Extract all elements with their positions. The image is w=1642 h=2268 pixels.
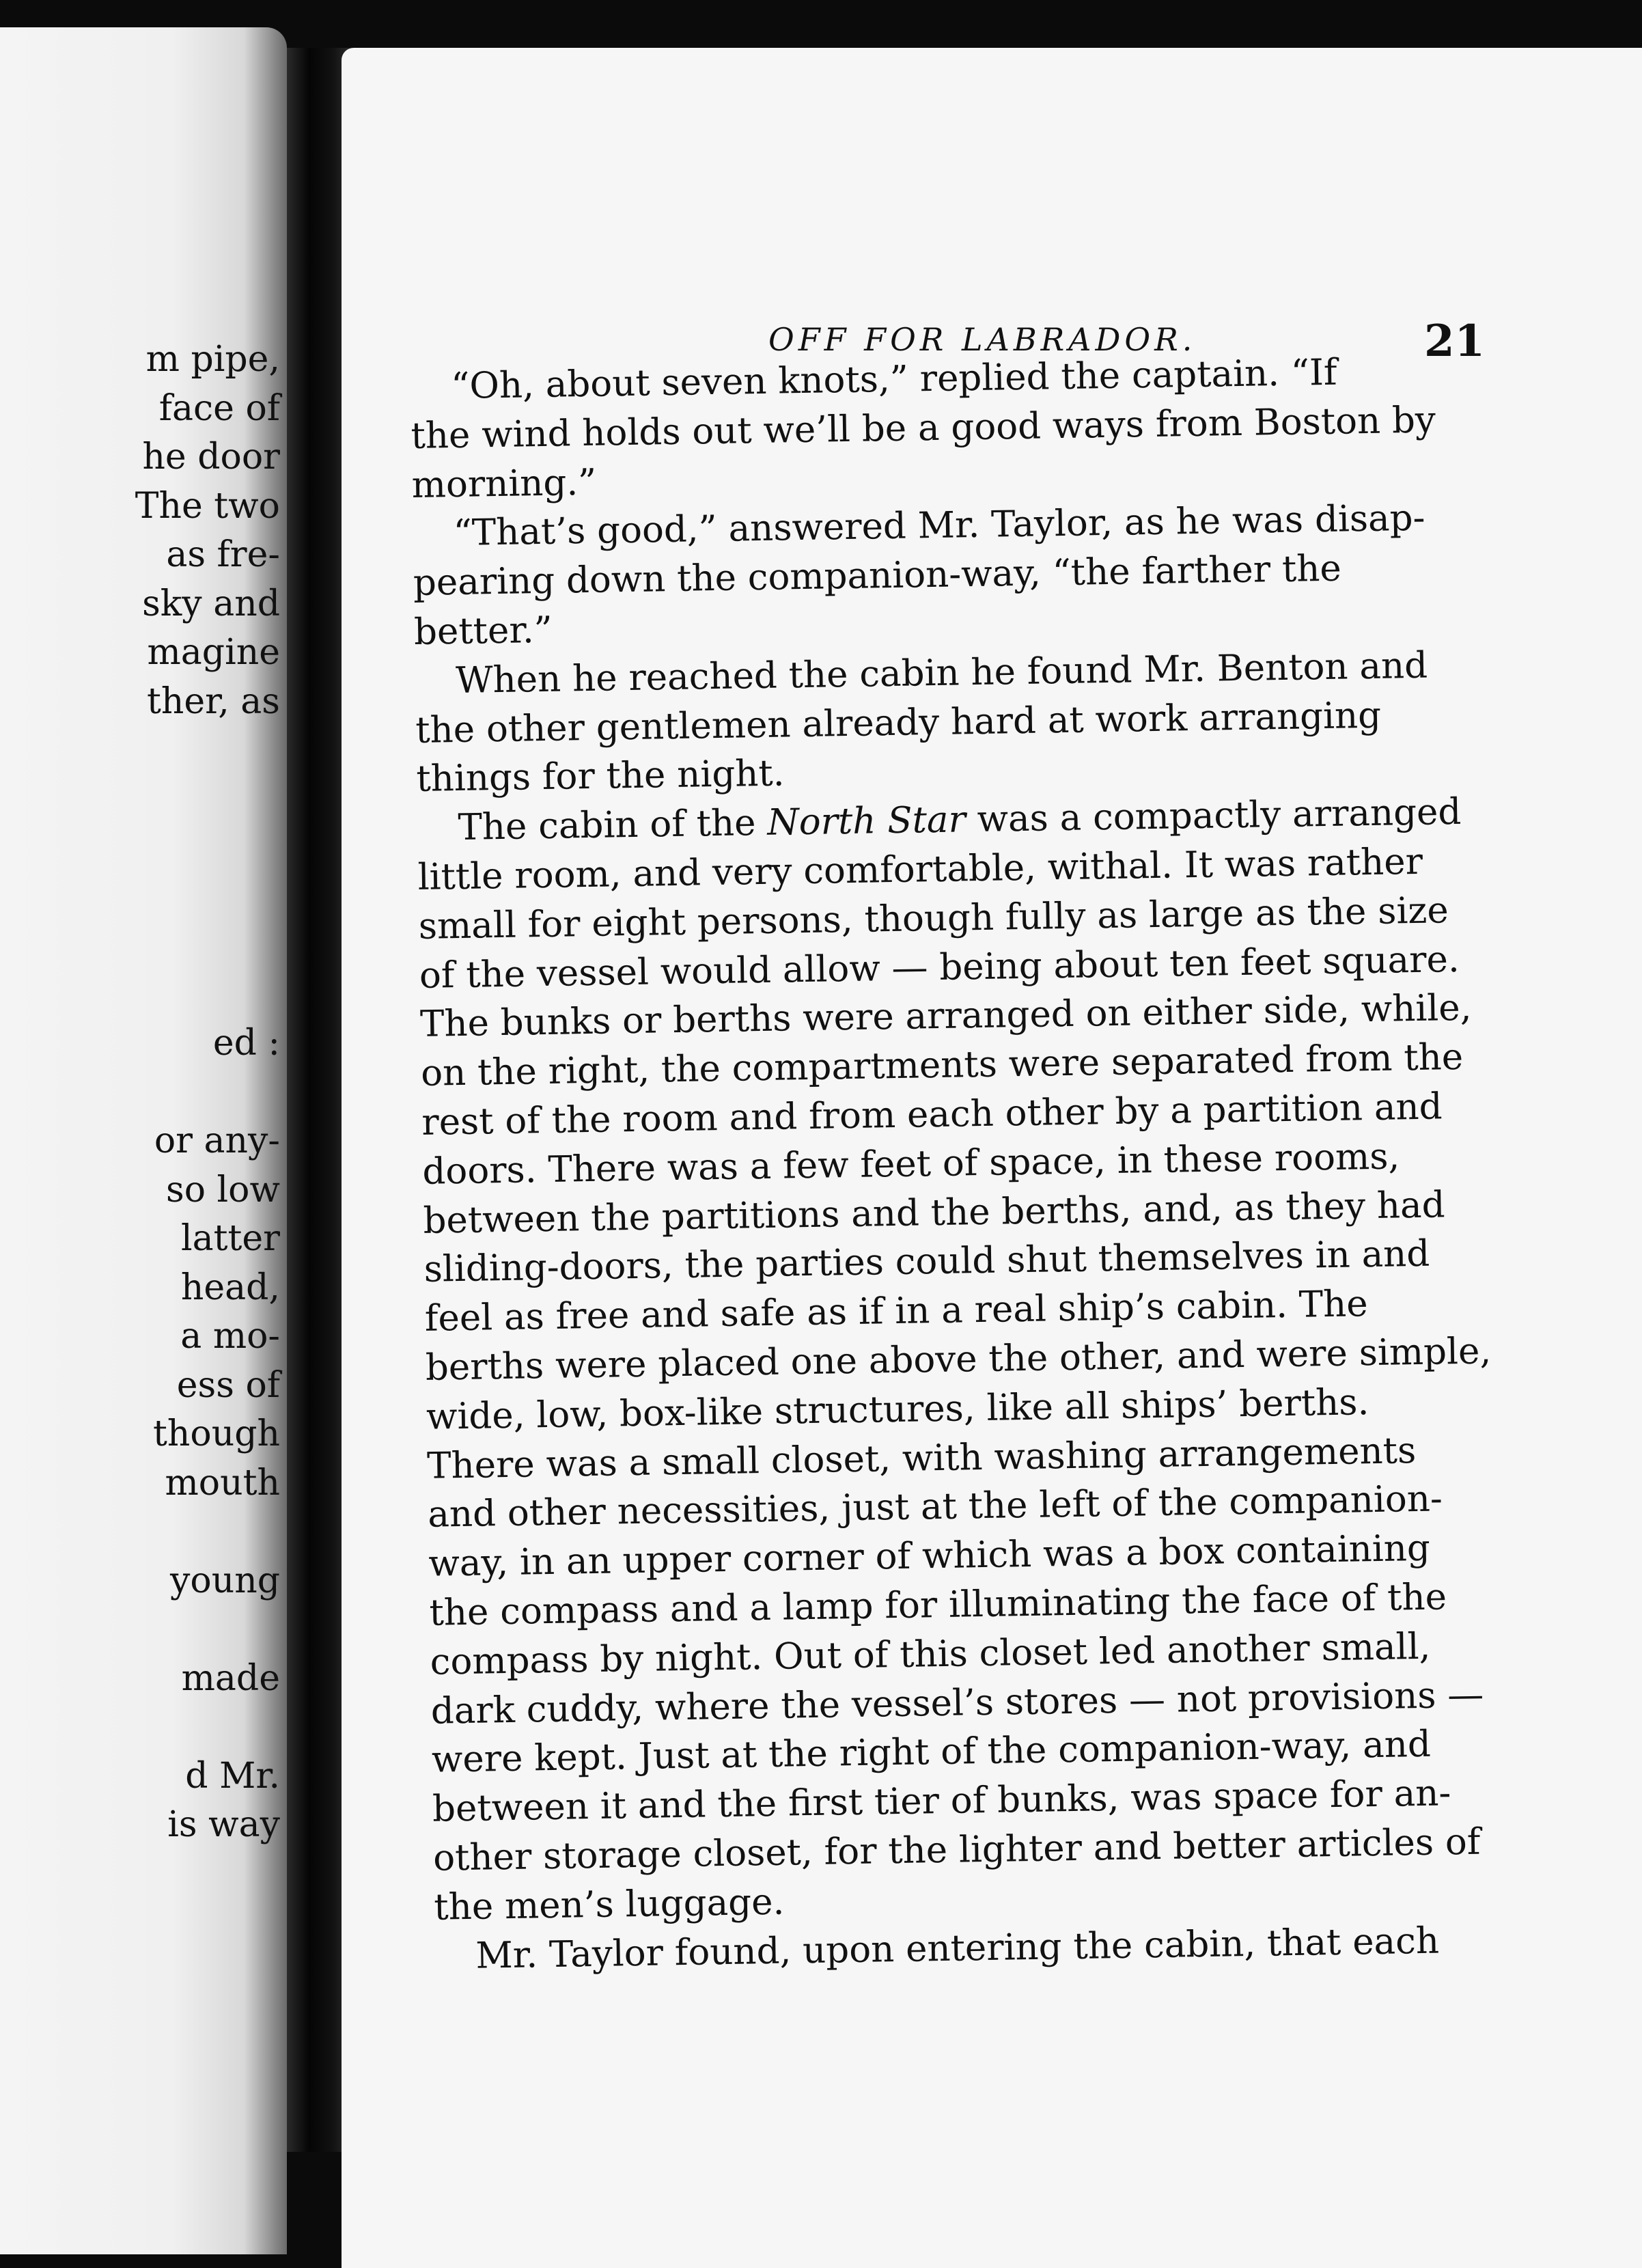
left-page-line: young [170, 1560, 280, 1601]
body-line: small for eight persons, though fully as large as the size [418, 889, 1449, 948]
body-line: the men’s luggage. [433, 1881, 785, 1928]
body-line: There was a small closet, with washing arrangements [426, 1429, 1417, 1487]
body-line: little room, and very comfortable, withal. It was rather [417, 840, 1423, 898]
left-page-line: m pipe, [145, 339, 280, 380]
body-line: Mr. Taylor found, upon entering the cabin, that each [475, 1920, 1440, 1977]
left-page-line: made [181, 1657, 280, 1699]
left-page-line: mouth [165, 1462, 280, 1504]
body-line: The cabin of the North Star was a compactly arranged [458, 791, 1462, 849]
left-page-line: latter [180, 1218, 280, 1259]
left-page-line: magine [147, 632, 280, 673]
left-page-line: so low [166, 1169, 280, 1211]
left-page-line: sky and [142, 583, 280, 624]
body-line: “Oh, about seven knots,” replied the captain. “If [450, 351, 1337, 408]
ship-name-italic: North Star [766, 799, 966, 844]
body-line: compass by night. Out of this closet led another small, [430, 1625, 1431, 1683]
body-line: wide, low, box-like structures, like all ships’ berths. [426, 1381, 1369, 1438]
body-line: rest of the room and from each other by a partition and [421, 1085, 1443, 1144]
body-line: the compass and a lamp for illuminating the face of the [429, 1576, 1447, 1634]
left-page-line: a mo- [180, 1316, 280, 1357]
left-page-line: ess of [176, 1364, 280, 1406]
body-line: doors. There was a few feet of space, in these rooms, [421, 1135, 1400, 1193]
body-line: and other necessities, just at the left of the companion- [427, 1478, 1443, 1536]
body-line: dark cuddy, where the vessel’s stores — not provisions — [430, 1674, 1484, 1732]
left-page-line: he door [142, 437, 280, 478]
left-page-line: though [153, 1413, 280, 1454]
left-page-line: face of [158, 387, 280, 429]
body-line: the other gentlemen already hard at work arranging [415, 694, 1382, 751]
left-page-line: head, [180, 1267, 280, 1308]
left-facing-page [0, 27, 287, 2254]
body-line: pearing down the companion-way, “the farther the [413, 547, 1342, 605]
body-line: When he reached the cabin he found Mr. Benton and [455, 644, 1428, 702]
body-line: the wind holds out we’ll be a good ways from Boston by [410, 399, 1436, 457]
page-number: 21 [1424, 316, 1486, 367]
body-line: morning.” [411, 461, 597, 506]
body-line: between the partitions and the berths, and, as they had [423, 1183, 1446, 1242]
body-line: on the right, the compartments were separated from the [420, 1036, 1464, 1095]
body-line: “That’s good,” answered Mr. Taylor, as he was disap- [453, 497, 1425, 555]
body-line: other storage closet, for the lighter and better articles of [432, 1821, 1481, 1879]
body-line: sliding-doors, the parties could shut themselves in and [423, 1233, 1430, 1291]
left-page-line: d Mr. [185, 1755, 280, 1797]
left-page-text [0, 27, 287, 2254]
body-line: way, in an upper corner of which was a box containing [428, 1527, 1431, 1585]
left-page-line: ther, as [146, 680, 280, 722]
left-page-line: or any- [154, 1120, 280, 1161]
running-head: OFF FOR LABRADOR. [768, 321, 1197, 358]
body-line: feel as free and safe as if in a real ship’s cabin. The [424, 1283, 1369, 1340]
body-line: berths were placed one above the other, and were simple, [425, 1330, 1492, 1389]
body-line: The bunks or berths were arranged on either side, while, [419, 987, 1472, 1046]
left-page-line: The two [135, 485, 280, 527]
body-line: were kept. Just at the right of the companion-way, and [431, 1724, 1432, 1782]
body-line: between it and the first tier of bunks, was space for an- [432, 1772, 1451, 1830]
body-line: of the vessel would allow — being about ten feet square. [419, 938, 1460, 997]
left-page-line: as fre- [166, 534, 280, 575]
left-page-line: ed : [212, 1023, 280, 1064]
body-line: things for the night. [415, 752, 785, 801]
left-page-line: is way [167, 1804, 280, 1845]
body-line: better.” [413, 609, 553, 653]
